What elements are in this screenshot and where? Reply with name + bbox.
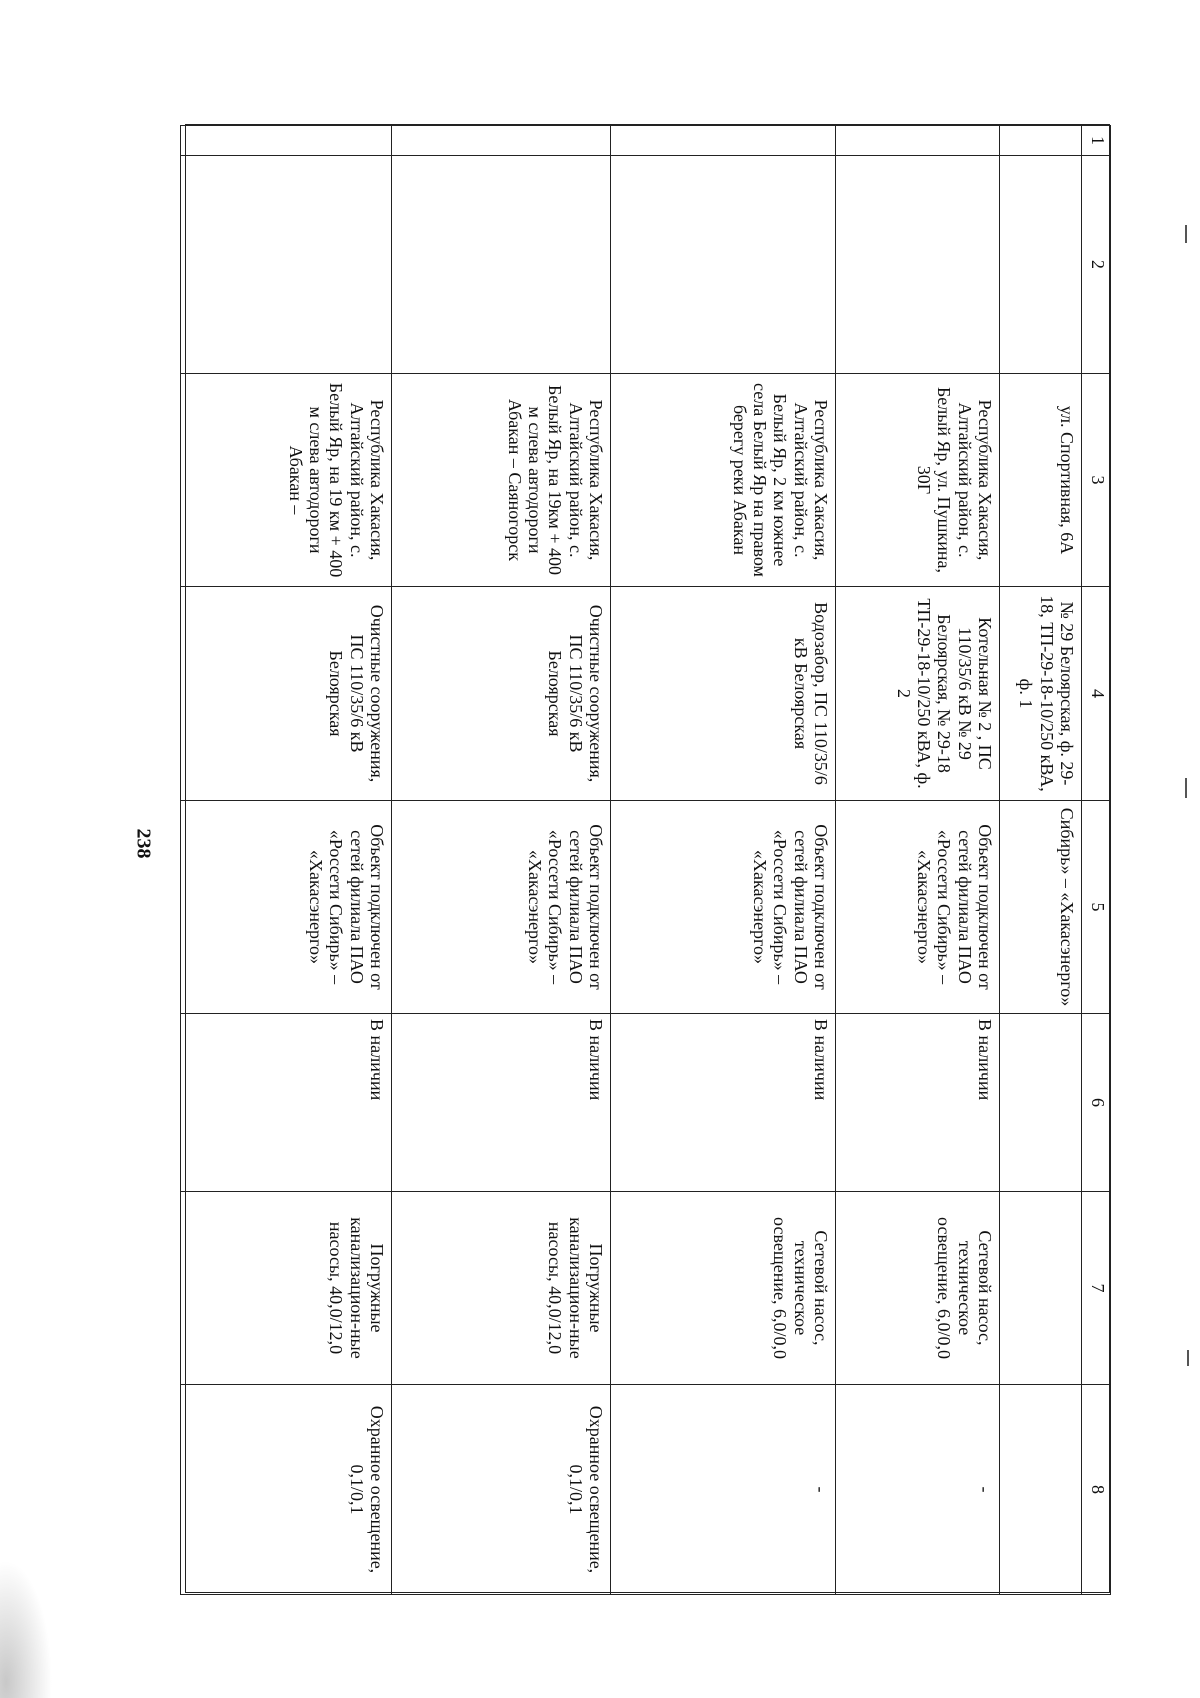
header-col-6: 6	[1082, 1014, 1111, 1192]
cell-address: ул. Спортивная, 6А	[1000, 374, 1082, 587]
header-col-7: 7	[1082, 1192, 1111, 1385]
cell-supply-source: № 29 Белоярская, ф. 29-18, ТП-29-18-10/250 кВА, ф. 1	[1000, 587, 1082, 801]
cell-address: Республика Хакасия, Алтайский район, с. Белый Яр, ул. Пушкина, 30Г	[836, 374, 1000, 587]
cell-availability: В наличии	[836, 1014, 1000, 1192]
header-col-3: 3	[1082, 374, 1111, 587]
data-table	[180, 125, 1111, 1595]
cell-name	[1000, 156, 1082, 374]
cell-connection: Объект подключен от сетей филиала ПАО «Россети Сибирь» – «Хакасэнерго»	[181, 801, 392, 1014]
cell-address: Республика Хакасия, Алтайский район, с. Белый Яр, 2 км южнее села Белый Яр на правом берегу реки Абакан	[611, 374, 836, 587]
cell-address: Республика Хакасия, Алтайский район, с. Белый Яр, на 19 км + 400 м слева автодороги Абакан –	[181, 374, 392, 587]
cell-number	[836, 126, 1000, 156]
cell-connection: Сибирь» – «Хакасэнерго»	[1000, 801, 1082, 1014]
cell-supply-source: Котельная № 2 , ПС 110/35/6 кВ № 29 Белоярская, № 29-18 ТП-29-18-10/250 кВА, ф. 2	[836, 587, 1000, 801]
header-col-1: 1	[1082, 126, 1111, 156]
scan-edge-mark	[1185, 225, 1187, 243]
scan-artifact	[0, 1540, 60, 1698]
header-col-5: 5	[1082, 801, 1111, 1014]
cell-number	[611, 126, 836, 156]
cell-lighting: Охранное освещение, 0,1/0,1	[181, 1385, 392, 1595]
page-number: 238	[132, 828, 155, 859]
cell-supply-source: Очистные сооружения, ПС 110/35/6 кВ Белоярская	[181, 587, 392, 801]
cell-equipment: Погружные канализацион-ные насосы, 40,0/12,0	[392, 1192, 611, 1385]
cell-address: Республика Хакасия, Алтайский район, с. Белый Яр, на 19км + 400 м слева автодороги Абакан – Саяногорск	[392, 374, 611, 587]
table-frame	[185, 124, 1110, 1593]
cell-number	[181, 126, 392, 156]
cell-equipment: Погружные канализацион-ные насосы, 40,0/12,0	[181, 1192, 392, 1385]
cell-availability: В наличии	[181, 1014, 392, 1192]
table-row	[181, 126, 392, 1595]
cell-lighting: -	[611, 1385, 836, 1595]
cell-lighting: -	[836, 1385, 1000, 1595]
scan-edge-mark	[1185, 778, 1187, 798]
cell-supply-source: Очистные сооружения, ПС 110/35/6 кВ Белоярская	[392, 587, 611, 801]
cell-equipment: Сетевой насос, техническое освещение, 6,0/0,0	[611, 1192, 836, 1385]
cell-lighting: Охранное освещение, 0,1/0,1	[392, 1385, 611, 1595]
cell-supply-source: Водозабор, ПС 110/35/6 кВ Белоярская	[611, 587, 836, 801]
cell-connection: Объект подключен от сетей филиала ПАО «Россети Сибирь» – «Хакасэнерго»	[392, 801, 611, 1014]
scan-edge-mark	[1187, 1350, 1189, 1366]
table-row	[1000, 126, 1082, 1595]
table-row	[611, 126, 836, 1595]
cell-connection: Объект подключен от сетей филиала ПАО «Россети Сибирь» – «Хакасэнерго»	[611, 801, 836, 1014]
cell-number	[392, 126, 611, 156]
table-row	[836, 126, 1000, 1595]
cell-availability: В наличии	[611, 1014, 836, 1192]
cell-name	[392, 156, 611, 374]
cell-name	[836, 156, 1000, 374]
table-row	[392, 126, 611, 1595]
cell-equipment	[1000, 1192, 1082, 1385]
cell-lighting	[1000, 1385, 1082, 1595]
header-col-2: 2	[1082, 156, 1111, 374]
rotated-table-container	[186, 125, 1111, 1594]
cell-availability	[1000, 1014, 1082, 1192]
header-col-4: 4	[1082, 587, 1111, 801]
header-row	[1082, 126, 1111, 1595]
cell-number	[1000, 126, 1082, 156]
cell-availability: В наличии	[392, 1014, 611, 1192]
cell-name	[611, 156, 836, 374]
cell-connection: Объект подключен от сетей филиала ПАО «Россети Сибирь» – «Хакасэнерго»	[836, 801, 1000, 1014]
cell-equipment: Сетевой насос, техническое освещение, 6,0/0,0	[836, 1192, 1000, 1385]
header-col-8: 8	[1082, 1385, 1111, 1595]
cell-name	[181, 156, 392, 374]
